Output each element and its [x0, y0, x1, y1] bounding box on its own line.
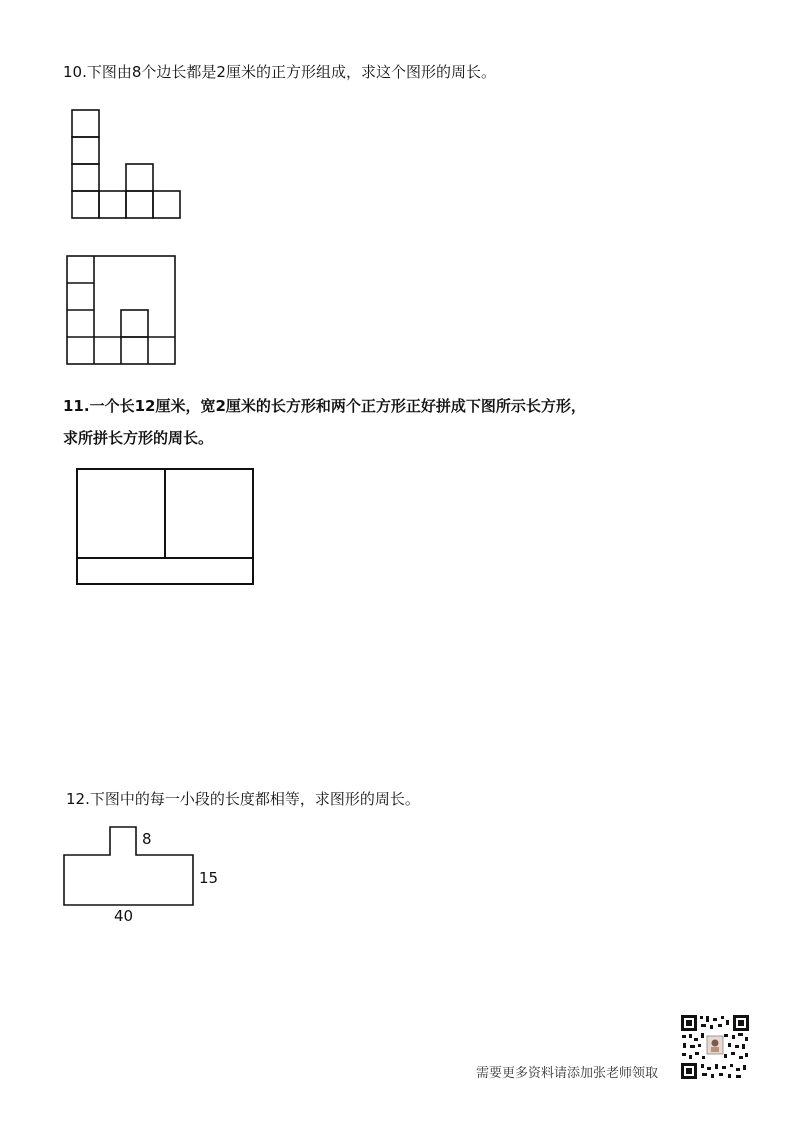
- question-11-line1: 11.一个长12厘米，宽2厘米的长方形和两个正方形正好拼成下图所示长方形，: [63, 397, 586, 415]
- question-12-text: 12.下图中的每一小段的长度都相等，求图形的周长。: [66, 790, 420, 808]
- q12-label-right: 15: [199, 869, 219, 887]
- q12-label-top: 8: [142, 830, 152, 848]
- question-11-line2: 求所拼长方形的周长。: [63, 429, 214, 447]
- q11-figure-rectangle: [77, 469, 253, 584]
- footer-promo-text: 需要更多资料请添加张老师领取: [476, 1066, 659, 1081]
- q12-figure-shape: [64, 827, 193, 905]
- qr-code-icon: [680, 1014, 750, 1080]
- q12-label-bottom: 40: [114, 907, 134, 925]
- q10-figure-squares: [72, 110, 180, 218]
- question-10-text: 10.下图由8个边长都是2厘米的正方形组成，求这个图形的周长。: [63, 63, 496, 81]
- q10-figure-bounded: [67, 256, 175, 364]
